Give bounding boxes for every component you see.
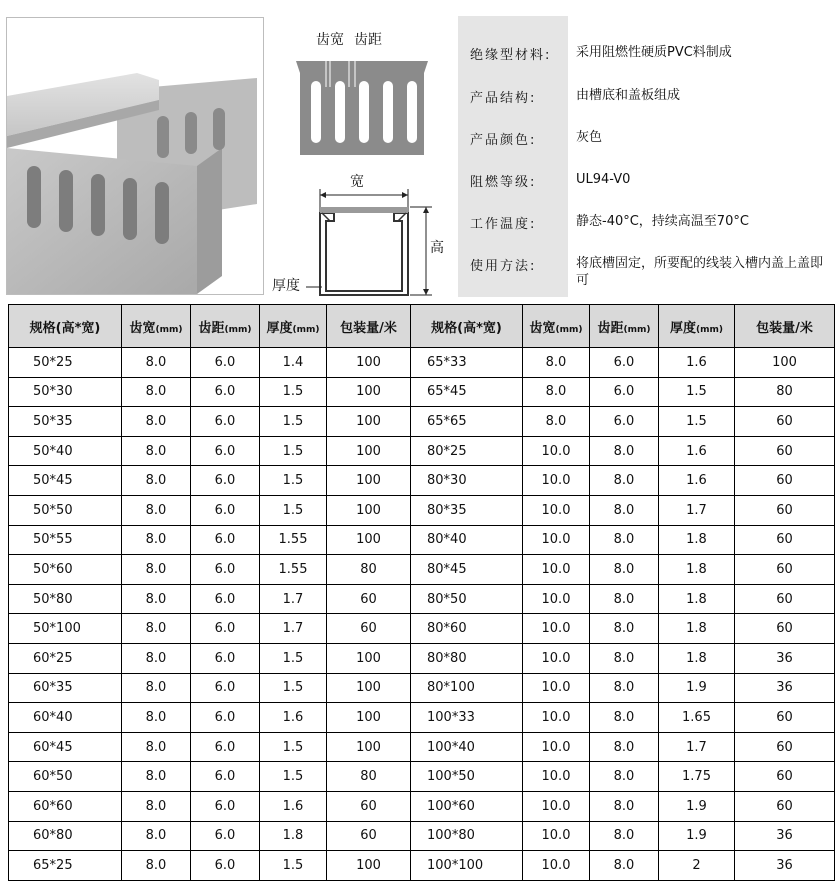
table-cell: 8.0 (122, 703, 191, 733)
table-cell: 6.0 (191, 791, 260, 821)
column-header-label: 规格(高*宽) (431, 320, 502, 336)
table-cell: 6.0 (590, 377, 659, 407)
table-cell: 100 (327, 673, 411, 703)
table-cell: 60 (735, 762, 835, 792)
spec-value: 采用阻燃性硬质PVC料制成 (576, 45, 732, 60)
table-cell: 1.8 (260, 821, 327, 851)
table-cell: 1.5 (260, 851, 327, 881)
table-cell: 80 (735, 377, 835, 407)
table-cell: 100*33 (411, 703, 523, 733)
column-header-unit: (mm) (696, 324, 723, 335)
table-cell: 1.5 (260, 377, 327, 407)
table-cell: 6.0 (191, 495, 260, 525)
table-cell: 8.0 (590, 762, 659, 792)
table-cell: 1.5 (260, 436, 327, 466)
table-cell: 1.5 (260, 673, 327, 703)
table-cell: 100*50 (411, 762, 523, 792)
table-cell: 1.9 (659, 673, 735, 703)
table-cell: 1.55 (260, 555, 327, 585)
spec-value: 将底槽固定，所要配的线装入槽内盖上盖即可 (576, 256, 824, 288)
table-cell: 100 (327, 407, 411, 437)
table-cell: 6.0 (191, 851, 260, 881)
table-cell: 65*65 (411, 407, 523, 437)
table-cell: 1.6 (260, 791, 327, 821)
table-cell: 100 (327, 436, 411, 466)
table-cell: 10.0 (523, 495, 590, 525)
table-cell: 50*50 (9, 495, 122, 525)
table-row (9, 821, 835, 851)
table-cell: 100*40 (411, 732, 523, 762)
table-cell: 60*50 (9, 762, 122, 792)
table-cell: 1.7 (659, 495, 735, 525)
table-row (9, 643, 835, 673)
table-cell: 80*40 (411, 525, 523, 555)
spec-label: 使用方法: (470, 259, 537, 274)
table-cell: 100 (327, 348, 411, 378)
table-cell: 8.0 (590, 732, 659, 762)
table-cell: 10.0 (523, 762, 590, 792)
table-cell: 100*60 (411, 791, 523, 821)
table-cell: 50*100 (9, 614, 122, 644)
table-row (9, 407, 835, 437)
table-cell: 6.0 (191, 614, 260, 644)
table-cell: 60*40 (9, 703, 122, 733)
table-cell: 10.0 (523, 643, 590, 673)
tooth-pitch-label: 齿距 (354, 32, 382, 48)
table-cell: 8.0 (523, 348, 590, 378)
table-cell: 8.0 (122, 436, 191, 466)
table-cell: 6.0 (191, 377, 260, 407)
table-cell: 100 (327, 703, 411, 733)
table-cell: 50*45 (9, 466, 122, 496)
table-cell: 60*60 (9, 791, 122, 821)
table-cell: 1.5 (260, 762, 327, 792)
table-cell: 1.5 (260, 466, 327, 496)
product-photo (6, 17, 264, 295)
table-cell: 1.7 (260, 584, 327, 614)
table-cell: 100 (327, 466, 411, 496)
table-cell: 60 (735, 703, 835, 733)
table-cell: 6.0 (191, 584, 260, 614)
table-cell: 100 (327, 495, 411, 525)
table-cell: 1.5 (260, 495, 327, 525)
table-cell: 60 (327, 584, 411, 614)
column-header (260, 305, 327, 348)
table-cell: 8.0 (122, 348, 191, 378)
table-cell: 60 (735, 525, 835, 555)
column-header-unit: (mm) (292, 324, 320, 335)
table-cell: 6.0 (191, 348, 260, 378)
table-cell: 10.0 (523, 732, 590, 762)
table-cell: 60*35 (9, 673, 122, 703)
table-cell: 8.0 (590, 495, 659, 525)
table-cell: 60 (327, 614, 411, 644)
table-cell: 1.7 (659, 732, 735, 762)
table-cell: 60 (735, 584, 835, 614)
table-cell: 6.0 (191, 821, 260, 851)
spec-label: 工作温度: (470, 217, 537, 232)
table-cell: 8.0 (590, 436, 659, 466)
table-cell: 8.0 (590, 614, 659, 644)
table-cell: 8.0 (122, 584, 191, 614)
table-cell: 60 (735, 495, 835, 525)
table-cell: 60 (735, 466, 835, 496)
table-cell: 8.0 (122, 377, 191, 407)
table-cell: 8.0 (122, 732, 191, 762)
table-cell: 60 (735, 791, 835, 821)
table-cell: 10.0 (523, 466, 590, 496)
table-cell: 50*35 (9, 407, 122, 437)
column-header (735, 305, 835, 348)
table-cell: 6.0 (191, 466, 260, 496)
table-cell: 60 (735, 732, 835, 762)
table-header-row (9, 305, 835, 348)
table-cell: 80*25 (411, 436, 523, 466)
table-cell: 1.75 (659, 762, 735, 792)
table-cell: 8.0 (590, 525, 659, 555)
table-cell: 1.5 (659, 377, 735, 407)
tooth-width-label: 齿宽 (316, 32, 344, 48)
table-cell: 8.0 (122, 555, 191, 585)
table-cell: 6.0 (191, 525, 260, 555)
table-row (9, 377, 835, 407)
column-header (523, 305, 590, 348)
table-cell: 1.6 (659, 436, 735, 466)
table-cell: 1.5 (260, 643, 327, 673)
table-row (9, 436, 835, 466)
table-cell: 8.0 (122, 643, 191, 673)
table-cell: 6.0 (590, 407, 659, 437)
spec-label: 绝缘型材料: (470, 48, 552, 63)
table-cell: 60 (735, 436, 835, 466)
table-cell: 10.0 (523, 791, 590, 821)
table-cell: 80*30 (411, 466, 523, 496)
table-cell: 1.6 (659, 348, 735, 378)
table-cell: 80*60 (411, 614, 523, 644)
table-cell: 8.0 (590, 821, 659, 851)
table-cell: 8.0 (590, 703, 659, 733)
column-header-unit: (mm) (555, 324, 583, 335)
table-cell: 100 (327, 377, 411, 407)
spec-value: 由槽底和盖板组成 (576, 88, 681, 103)
table-cell: 10.0 (523, 614, 590, 644)
table-cell: 80*100 (411, 673, 523, 703)
table-cell: 60 (735, 407, 835, 437)
table-cell: 6.0 (191, 732, 260, 762)
table-cell: 65*33 (411, 348, 523, 378)
table-cell: 8.0 (122, 791, 191, 821)
table-row (9, 495, 835, 525)
table-cell: 80*80 (411, 643, 523, 673)
table-cell: 6.0 (191, 436, 260, 466)
spec-table (8, 304, 835, 881)
table-cell: 36 (735, 851, 835, 881)
table-cell: 10.0 (523, 555, 590, 585)
table-cell: 10.0 (523, 821, 590, 851)
table-row (9, 525, 835, 555)
column-header-label: 齿宽 (129, 320, 156, 336)
table-row (9, 348, 835, 378)
spec-label: 产品结构: (470, 91, 537, 106)
table-cell: 50*60 (9, 555, 122, 585)
table-row (9, 466, 835, 496)
table-cell: 8.0 (122, 614, 191, 644)
table-cell: 50*25 (9, 348, 122, 378)
table-cell: 8.0 (590, 555, 659, 585)
spec-value: UL94-V0 (576, 172, 631, 187)
table-cell: 10.0 (523, 584, 590, 614)
table-cell: 1.6 (260, 703, 327, 733)
table-cell: 36 (735, 821, 835, 851)
column-header-label: 齿距 (198, 320, 225, 336)
table-cell: 80*50 (411, 584, 523, 614)
column-header (122, 305, 191, 348)
table-cell: 10.0 (523, 525, 590, 555)
table-cell: 8.0 (590, 791, 659, 821)
table-cell: 6.0 (191, 643, 260, 673)
table-cell: 65*25 (9, 851, 122, 881)
table-cell: 65*45 (411, 377, 523, 407)
table-cell: 8.0 (590, 673, 659, 703)
table-cell: 60 (327, 821, 411, 851)
table-cell: 1.8 (659, 555, 735, 585)
spec-panel (458, 16, 840, 297)
table-cell: 6.0 (191, 555, 260, 585)
column-header-label: 规格(高*宽) (29, 320, 101, 336)
spec-label: 产品颜色: (470, 133, 537, 148)
column-header-label: 厚度 (266, 320, 293, 336)
column-header (327, 305, 411, 348)
column-header-label: 齿距 (597, 320, 624, 336)
height-label: 高 (430, 240, 444, 256)
spec-value: 灰色 (576, 130, 603, 145)
table-cell: 36 (735, 673, 835, 703)
table-cell: 1.8 (659, 584, 735, 614)
table-row (9, 703, 835, 733)
table-cell: 100 (327, 643, 411, 673)
table-cell: 1.6 (659, 466, 735, 496)
table-cell: 2 (659, 851, 735, 881)
table-row (9, 614, 835, 644)
table-cell: 8.0 (122, 673, 191, 703)
table-cell: 6.0 (191, 407, 260, 437)
table-cell: 8.0 (122, 762, 191, 792)
dimension-diagrams (268, 17, 454, 299)
table-cell: 80*45 (411, 555, 523, 585)
table-cell: 8.0 (122, 851, 191, 881)
table-cell: 1.8 (659, 643, 735, 673)
table-cell: 100*100 (411, 851, 523, 881)
column-header-label: 包装量/米 (340, 320, 397, 336)
table-cell: 1.55 (260, 525, 327, 555)
table-cell: 80 (327, 762, 411, 792)
table-row (9, 762, 835, 792)
table-cell: 60*25 (9, 643, 122, 673)
table-cell: 8.0 (590, 851, 659, 881)
table-cell: 80 (327, 555, 411, 585)
thickness-label: 厚度 (272, 278, 300, 294)
column-header-label: 厚度 (670, 320, 697, 336)
table-cell: 1.7 (260, 614, 327, 644)
table-cell: 8.0 (590, 643, 659, 673)
column-header-label: 齿宽 (529, 320, 556, 336)
column-header (659, 305, 735, 348)
table-cell: 1.9 (659, 791, 735, 821)
table-cell: 1.8 (659, 525, 735, 555)
table-cell: 50*55 (9, 525, 122, 555)
table-cell: 100 (327, 732, 411, 762)
table-cell: 1.9 (659, 821, 735, 851)
table-cell: 10.0 (523, 703, 590, 733)
table-cell: 8.0 (122, 466, 191, 496)
table-cell: 80*35 (411, 495, 523, 525)
table-cell: 8.0 (122, 407, 191, 437)
table-cell: 6.0 (590, 348, 659, 378)
table-cell: 100 (327, 525, 411, 555)
slot-diagram (294, 57, 430, 157)
table-cell: 100 (735, 348, 835, 378)
column-header-unit: (mm) (623, 324, 651, 335)
table-cell: 60*80 (9, 821, 122, 851)
spec-label: 阻燃等级: (470, 175, 537, 190)
table-cell: 6.0 (191, 762, 260, 792)
table-cell: 1.65 (659, 703, 735, 733)
column-header-unit: (mm) (224, 324, 252, 335)
table-row (9, 791, 835, 821)
table-cell: 50*40 (9, 436, 122, 466)
table-cell: 8.0 (590, 584, 659, 614)
table-cell: 60 (735, 555, 835, 585)
table-cell: 1.4 (260, 348, 327, 378)
table-cell: 50*30 (9, 377, 122, 407)
column-header-unit: (mm) (155, 324, 183, 335)
table-row (9, 584, 835, 614)
table-row (9, 555, 835, 585)
table-cell: 10.0 (523, 851, 590, 881)
table-cell: 100*80 (411, 821, 523, 851)
table-cell: 8.0 (122, 821, 191, 851)
column-header (590, 305, 659, 348)
table-cell: 100 (327, 851, 411, 881)
table-row (9, 732, 835, 762)
column-header (9, 305, 122, 348)
table-cell: 50*80 (9, 584, 122, 614)
column-header (411, 305, 523, 348)
table-cell: 8.0 (590, 466, 659, 496)
column-header-label: 包装量/米 (756, 320, 813, 336)
table-cell: 1.5 (659, 407, 735, 437)
table-row (9, 673, 835, 703)
table-cell: 8.0 (122, 495, 191, 525)
table-cell: 8.0 (523, 377, 590, 407)
table-cell: 6.0 (191, 703, 260, 733)
table-cell: 8.0 (122, 525, 191, 555)
table-cell: 60*45 (9, 732, 122, 762)
width-label: 宽 (350, 174, 364, 190)
cross-section-diagram (268, 185, 454, 299)
table-row (9, 851, 835, 881)
table-cell: 8.0 (523, 407, 590, 437)
table-cell: 10.0 (523, 436, 590, 466)
table-cell: 1.8 (659, 614, 735, 644)
spec-value: 静态-40°C，持续高温至70°C (576, 214, 749, 229)
table-cell: 60 (327, 791, 411, 821)
table-cell: 10.0 (523, 673, 590, 703)
table-cell: 6.0 (191, 673, 260, 703)
table-cell: 36 (735, 643, 835, 673)
table-cell: 1.5 (260, 732, 327, 762)
table-cell: 1.5 (260, 407, 327, 437)
column-header (191, 305, 260, 348)
table-cell: 60 (735, 614, 835, 644)
